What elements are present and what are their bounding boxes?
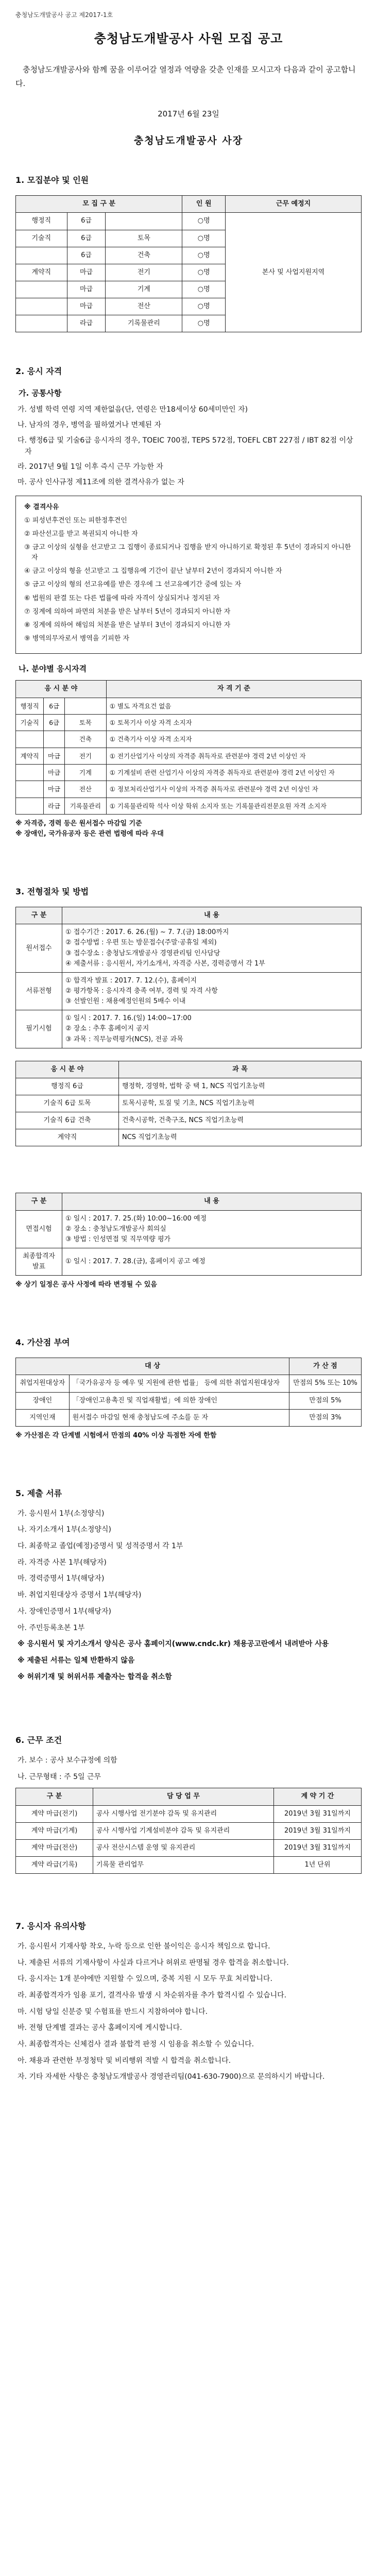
- th-target: 대 상: [16, 1358, 289, 1375]
- cell-period: 2019년 3월 31일까지: [274, 1839, 362, 1856]
- cell-type: [16, 731, 44, 748]
- process-footnote: ※ 상기 일정은 공사 사정에 따라 변경될 수 있음: [15, 1281, 157, 1289]
- disq-item: ⑦ 징계에 의하여 파면의 처분을 받은 날부터 5년이 경과되지 아니한 자: [24, 607, 231, 616]
- list-item: 다. 응시자는 1개 분야에만 지원할 수 있으며, 중복 지원 시 모두 무효 처리합니다.: [18, 1975, 272, 1984]
- list-item: 가. 응시원서 기재사항 착오, 누락 등으로 인한 불이익은 응시자 책임으로 합니다.: [18, 1942, 270, 1951]
- cell-content: ① 일시 : 2017. 7. 28.(금), 홈페이지 공고 예정: [62, 1248, 362, 1276]
- th-duty: 담 당 업 무: [93, 1788, 274, 1805]
- th-count: 인 원: [182, 196, 226, 213]
- list-item: 나. 근무형태 : 주 5일 근무: [18, 1772, 101, 1781]
- disq-item: ④ 금고 이상의 형을 선고받고 그 집행유예 기간이 끝난 날부터 2년이 경과되지 아니한 자: [24, 567, 282, 575]
- cell-type: 기술직: [16, 714, 44, 731]
- disq-item: ① 피성년후견인 또는 피한정후견인: [24, 516, 127, 524]
- disq-item: ⑨ 병역의무자로서 병역을 기피한 자: [24, 634, 129, 642]
- common-title: 가. 공통사항: [19, 388, 62, 398]
- cell-content: ① 접수기간 : 2017. 6. 26.(월) ~ 7. 7.(금) 18:00까지 ② 접수방법 : 우편 또는 방문접수(주말·공휴일 제외) ③ 접수장소 : 충청남도개발공사 경영관리팀 인사담당 ④ 제출서류 : 응시원서, 자기소개서, 자격증 사본, 경력증명서 각 1부: [62, 924, 362, 973]
- list-item: 자. 기타 자세한 사항은 충청남도개발공사 경영관리팀(041-630-7900)으로 문의하시기 바랍니다.: [18, 2073, 325, 2081]
- table-row: [16, 1095, 362, 1112]
- cell-type: [16, 798, 44, 814]
- cell-field: 기록물관리: [65, 798, 107, 814]
- cell-field: 전산: [65, 781, 107, 798]
- cell-criteria: ① 기록물관리학 석사 이상 학위 소지자 또는 기록물관리전문요원 자격 소지자: [106, 798, 361, 814]
- cell-criteria: ① 전기산업기사 이상의 자격증 취득자로 관련분야 경력 2년 이상인 자: [106, 748, 361, 764]
- disq-item: ③ 금고 이상의 실형을 선고받고 그 집행이 종료되거나 집행을 받지 아니하기로 확정된 후 5년이 경과되지 아니한 자: [24, 543, 351, 562]
- section-process: 3. 전형절차 및 방법: [15, 887, 89, 897]
- cell-subject-field: 계약직: [16, 1129, 119, 1146]
- cell-field: 건축: [106, 247, 182, 264]
- table-row: [16, 972, 362, 1010]
- section-conditions: 6. 근무 조건: [15, 1735, 62, 1745]
- cell-count: ○명: [182, 264, 226, 281]
- cell-grade: 마급: [44, 781, 65, 798]
- dept-qualification-table: [15, 680, 362, 815]
- dept-title: 나. 분야별 응시자격: [19, 664, 87, 674]
- cell-grade: 6급: [67, 247, 106, 264]
- cell-count: ○명: [182, 247, 226, 264]
- th-points: 가 산 점: [289, 1358, 362, 1375]
- note-item: ※ 제출된 서류는 일체 반환하지 않음: [18, 1656, 135, 1665]
- note-item: ※ 허위기재 및 허위서류 제출자는 합격을 취소함: [18, 1672, 172, 1681]
- cell-grade: 마급: [67, 264, 106, 281]
- cell-contract-type: 계약 마급(기계): [16, 1822, 93, 1839]
- th-category: 모 집 구 분: [16, 196, 182, 213]
- cell-criteria: ① 기계설비 관련 산업기사 이상의 자격증 취득자로 관련분야 경력 2년 이상인 자: [106, 765, 361, 781]
- table-row: [16, 1409, 362, 1426]
- dept-notes: [15, 819, 362, 839]
- cell-duty: 공사 전산시스템 운영 및 유지관리: [93, 1839, 274, 1856]
- cell-duty: 공사 시행사업 전기분야 감독 및 유지관리: [93, 1805, 274, 1822]
- cell-field: 기록물관리: [106, 315, 182, 332]
- doc-number: 충청남도개발공사 공고 제2017-1호: [15, 11, 113, 19]
- cell-grade: 6급: [44, 714, 65, 731]
- table-row: [16, 1010, 362, 1048]
- cell-subject: 토목시공학, 토질 및 기초, NCS 직업기초능력: [119, 1095, 362, 1112]
- cell-grade: 6급: [67, 230, 106, 247]
- cell-criteria: ① 건축기사 이상 자격 소지자: [106, 731, 361, 748]
- list-item: 마. 경력증명서 1부(해당자): [18, 1574, 105, 1583]
- contract-table: [15, 1788, 362, 1874]
- note-item: ※ 응시원서 및 자기소개서 양식은 공사 홈페이지(www.cndc.kr) 채용공고란에서 내려받아 사용: [18, 1640, 329, 1649]
- cell-type: [16, 781, 44, 798]
- cell-count: ○명: [182, 230, 226, 247]
- cell-location: 본사 및 사업지원지역: [226, 213, 362, 332]
- cell-count: ○명: [182, 315, 226, 332]
- cell-grade: 라급: [44, 798, 65, 814]
- cell-field: 전산: [106, 298, 182, 315]
- cell-criteria: ① 토목기사 이상 자격 소지자: [106, 714, 361, 731]
- cell-field: 토목: [65, 714, 107, 731]
- disq-title: ※ 결격사유: [24, 503, 59, 511]
- list-item: 나. 남자의 경우, 병역을 필하였거나 면제된 자: [18, 421, 162, 430]
- note-item: ※ 자격증, 경력 등은 원서접수 마감일 기준: [15, 820, 142, 828]
- process-table: [15, 907, 362, 1048]
- cell-field: 기계: [65, 765, 107, 781]
- documents-notes: [15, 1639, 362, 1683]
- cell-field: 토목: [106, 230, 182, 247]
- section-recruitment: 1. 모집분야 및 인원: [15, 175, 89, 185]
- cell-type: [16, 765, 44, 781]
- cell-criteria: ① 별도 자격요건 없음: [106, 698, 361, 714]
- cell-type: [16, 315, 67, 332]
- cell-points: 만점의 5% 또는 10%: [289, 1375, 362, 1392]
- cell-field: [106, 213, 182, 230]
- intro-text: 충청남도개발공사와 함께 꿈을 이루어갈 열정과 역량을 갖춘 인재를 모시고자 다음과 같이 공고합니다.: [15, 64, 356, 88]
- cell-desc: 「국가유공자 등 예우 및 지원에 관한 법률」 등에 의한 취업지원대상자: [69, 1375, 289, 1392]
- disq-item: ⑧ 징계에 의하여 해임의 처분을 받은 날부터 3년이 경과되지 아니한 자: [24, 621, 231, 629]
- section-qualification: 2. 응시 자격: [15, 366, 62, 377]
- cell-target: 취업지원대상자: [16, 1375, 70, 1392]
- table-row: [16, 1822, 362, 1839]
- table-row: [16, 714, 362, 731]
- cell-period: 2019년 3월 31일까지: [274, 1822, 362, 1839]
- cell-stage: 필기시험: [16, 1010, 62, 1048]
- table-row: [16, 781, 362, 798]
- disq-item: ⑤ 금고 이상의 형의 선고유예를 받은 경우에 그 선고유예기간 중에 있는 자: [24, 581, 242, 589]
- table-row: [16, 1248, 362, 1276]
- th-dept: 응 시 분 야: [16, 681, 107, 698]
- cell-grade: 마급: [44, 765, 65, 781]
- list-item: 아. 채용과 관련한 부정청탁 및 비리행위 적발 시 합격을 취소합니다.: [18, 2056, 231, 2065]
- th-content-2: 내 용: [62, 1193, 362, 1210]
- cell-stage: 원서접수: [16, 924, 62, 973]
- list-item: 사. 최종합격자는 신체검사 결과 불합격 판정 시 임용을 취소할 수 있습니다.: [18, 2040, 254, 2049]
- cell-subject-field: 행정직 6급: [16, 1078, 119, 1095]
- cell-grade: 마급: [44, 748, 65, 764]
- subject-table: [15, 1061, 362, 1147]
- list-item: 다. 행정6급 및 기술6급 응시자의 경우, TOEIC 700점, TEPS 572점, TOEFL CBT 227점 / IBT 82점 이상 자: [18, 436, 353, 456]
- cell-points: 만점의 5%: [289, 1392, 362, 1409]
- cell-field: 전기: [65, 748, 107, 764]
- common-list: [15, 404, 362, 488]
- table-row: [16, 798, 362, 814]
- cell-grade: 라급: [67, 315, 106, 332]
- list-item: 라. 최종합격자가 임용 포기, 결격사유 발생 시 차순위자를 추가 합격시킬 수 있습니다.: [18, 1991, 287, 2000]
- list-item: 마. 시험 당일 신분증 및 수험표를 반드시 지참하여야 합니다.: [18, 2007, 208, 2016]
- cell-stage: 최종합격자 발표: [16, 1248, 62, 1276]
- cell-field: 전기: [106, 264, 182, 281]
- list-item: 가. 보수 : 공사 보수규정에 의함: [18, 1756, 117, 1765]
- th-stage-2: 구 분: [16, 1193, 62, 1210]
- cell-field: 기계: [106, 281, 182, 298]
- disq-item: ② 파산선고를 받고 복권되지 아니한 자: [24, 530, 138, 538]
- cell-stage: 면접시험: [16, 1210, 62, 1248]
- list-item: 마. 공사 인사규정 제11조에 의한 결격사유가 없는 자: [18, 478, 184, 486]
- table-row: [16, 731, 362, 748]
- recruitment-table: [15, 195, 362, 332]
- cell-subject: 행정학, 경영학, 법학 중 택 1, NCS 직업기초능력: [119, 1078, 362, 1095]
- disqualification-box: [15, 496, 362, 654]
- cell-field: 건축: [65, 731, 107, 748]
- cell-field: [65, 698, 107, 714]
- cell-type: 행정직: [16, 213, 67, 230]
- th-period: 계 약 기 간: [274, 1788, 362, 1805]
- th-contract-type: 구 분: [16, 1788, 93, 1805]
- th-stage: 구 분: [16, 907, 62, 924]
- conditions-list: [15, 1755, 362, 1783]
- section-cautions: 7. 응시자 유의사항: [15, 1921, 86, 1931]
- cell-duty: 기록물 관리업무: [93, 1857, 274, 1874]
- documents-list: [15, 1509, 362, 1634]
- th-content: 내 용: [62, 907, 362, 924]
- table-row: [16, 1392, 362, 1409]
- section-bonus: 4. 가산점 부여: [15, 1337, 70, 1348]
- cell-desc: 원서접수 마감일 현재 충청남도에 주소를 둔 자: [69, 1409, 289, 1426]
- note-item: ※ 장애인, 국가유공자 등은 관련 법령에 따라 우대: [15, 830, 164, 838]
- table-row: [16, 748, 362, 764]
- list-item: 라. 자격증 사본 1부(해당자): [18, 1558, 107, 1567]
- cell-period: 1년 단위: [274, 1857, 362, 1874]
- cell-type: 기술직: [16, 230, 67, 247]
- cell-subject: 건축시공학, 건축구조, NCS 직업기초능력: [119, 1112, 362, 1129]
- cell-points: 만점의 3%: [289, 1409, 362, 1426]
- process-table-2: [15, 1193, 362, 1276]
- notice-date: 2017년 6월 23일: [158, 109, 219, 118]
- section-documents: 5. 제출 서류: [15, 1488, 62, 1498]
- disq-item: ⑥ 법원의 판결 또는 다른 법률에 따라 자격이 상실되거나 정지된 자: [24, 594, 220, 602]
- th-subject-field: 응 시 분 야: [16, 1061, 119, 1078]
- page-title: 충청남도개발공사 사원 모집 공고: [94, 31, 283, 46]
- list-item: 아. 주민등록초본 1부: [18, 1623, 85, 1632]
- cell-grade: 마급: [67, 281, 106, 298]
- table-row: [16, 698, 362, 714]
- th-criteria: 자 격 기 준: [106, 681, 361, 698]
- cell-contract-type: 계약 라급(기록): [16, 1857, 93, 1874]
- bonus-footnote: ※ 가산점은 각 단계별 시험에서 만점의 40% 이상 득점한 자에 한함: [15, 1431, 217, 1439]
- list-item: 라. 2017년 9월 1일 이후 즉시 근무 가능한 자: [18, 463, 163, 471]
- list-item: 사. 장애인증명서 1부(해당자): [18, 1607, 111, 1616]
- cell-content: ① 합격자 발표 : 2017. 7. 12.(수), 홈페이지 ② 평가항목 : 응시자격 충족 여부, 경력 및 자격 사항 ③ 선발인원 : 채용예정인원의 5배수 이내: [62, 972, 362, 1010]
- issuer: 충청남도개발공사 사장: [133, 135, 244, 147]
- cell-criteria: ① 정보처리산업기사 이상의 자격증 취득자로 관련분야 경력 2년 이상인 자: [106, 781, 361, 798]
- list-item: 가. 성별 학력 연령 지역 제한없음(단, 연령은 만18세이상 60세미만인 자): [18, 405, 248, 414]
- cell-type: [16, 298, 67, 315]
- table-row: [16, 1129, 362, 1146]
- cell-target: 장애인: [16, 1392, 70, 1409]
- cell-type: [16, 247, 67, 264]
- table-row: [16, 1839, 362, 1856]
- table-row: [16, 924, 362, 973]
- table-row: [16, 1210, 362, 1248]
- cell-content: ① 일시 : 2017. 7. 16.(일) 14:00~17:00 ② 장소 : 추후 홈페이지 공지 ③ 과목 : 직무능력평가(NCS), 전공 과목: [62, 1010, 362, 1048]
- cell-content: ① 일시 : 2017. 7. 25.(화) 10:00~16:00 예정 ② 장소 : 충청남도개발공사 회의실 ③ 방법 : 인성면접 및 직무역량 평가: [62, 1210, 362, 1248]
- list-item: 바. 전형 단계별 결과는 공사 홈페이지에 게시합니다.: [18, 2024, 182, 2032]
- cell-subject: NCS 직업기초능력: [119, 1129, 362, 1146]
- cell-desc: 「장애인고용촉진 및 직업재활법」에 의한 장애인: [69, 1392, 289, 1409]
- cell-type: [16, 281, 67, 298]
- bonus-table: [15, 1358, 362, 1427]
- table-row: [16, 1857, 362, 1874]
- cell-grade: 6급: [44, 698, 65, 714]
- cell-contract-type: 계약 마급(전산): [16, 1839, 93, 1856]
- cell-count: ○명: [182, 298, 226, 315]
- cell-type: 계약직: [16, 748, 44, 764]
- cell-count: ○명: [182, 281, 226, 298]
- cautions-list: [15, 1941, 362, 2083]
- table-row: [16, 1805, 362, 1822]
- table-row: [16, 1112, 362, 1129]
- cell-contract-type: 계약 마급(전기): [16, 1805, 93, 1822]
- cell-type: 행정직: [16, 698, 44, 714]
- th-subject: 과 목: [119, 1061, 362, 1078]
- table-row: [16, 1375, 362, 1392]
- cell-grade: [44, 731, 65, 748]
- cell-type: 계약직: [16, 264, 67, 281]
- list-item: 바. 취업지원대상자 증명서 1부(해당자): [18, 1591, 142, 1600]
- cell-stage: 서류전형: [16, 972, 62, 1010]
- list-item: 나. 제출된 서류의 기재사항이 사실과 다르거나 허위로 판명될 경우 합격을 취소합니다.: [18, 1958, 289, 1967]
- cell-count: ○명: [182, 213, 226, 230]
- cell-period: 2019년 3월 31일까지: [274, 1805, 362, 1822]
- cell-target: 지역인재: [16, 1409, 70, 1426]
- table-row: [16, 213, 362, 230]
- list-item: 가. 응시원서 1부(소정양식): [18, 1509, 105, 1518]
- th-location: 근무 예정지: [226, 196, 362, 213]
- table-row: [16, 1078, 362, 1095]
- cell-grade: 6급: [67, 213, 106, 230]
- cell-duty: 공사 시행사업 기계설비분야 감독 및 유지관리: [93, 1822, 274, 1839]
- cell-subject-field: 기술직 6급 건축: [16, 1112, 119, 1129]
- cell-subject-field: 기술직 6급 토목: [16, 1095, 119, 1112]
- cell-grade: 마급: [67, 298, 106, 315]
- list-item: 다. 최종학교 졸업(예정)증명서 및 성적증명서 각 1부: [18, 1542, 183, 1551]
- list-item: 나. 자기소개서 1부(소정양식): [18, 1526, 111, 1534]
- table-row: [16, 765, 362, 781]
